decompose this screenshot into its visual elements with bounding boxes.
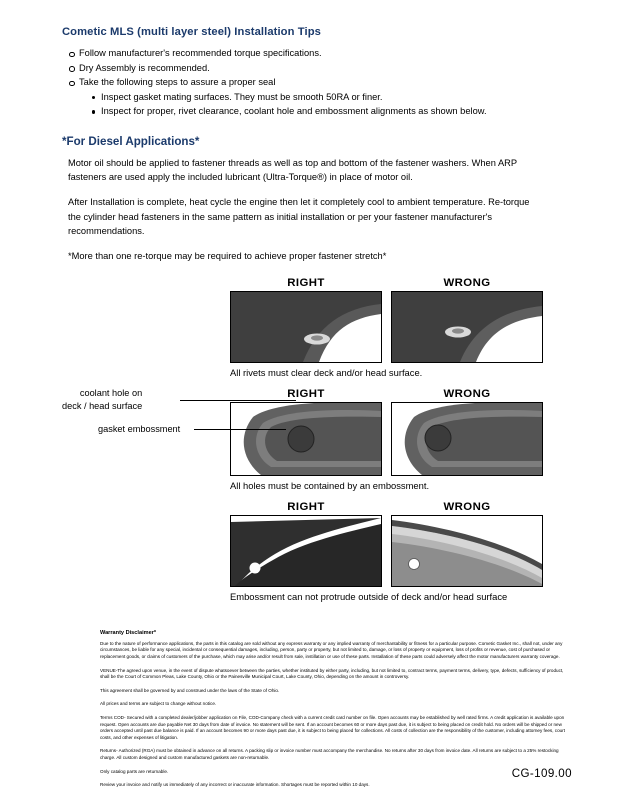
figure-image-right-rivets: [230, 291, 382, 363]
figure-label-right: RIGHT: [287, 277, 325, 290]
list-item: Inspect gasket mating surfaces. They must be smooth 50RA or finer.: [90, 90, 572, 105]
diesel-paragraph-1: Motor oil should be applied to fastener threads as well as top and bottom of the fastener washers. When ARP fasteners are used apply the included lubricant (Ultra-Torque®) in place of motor oil.: [68, 157, 517, 183]
protrusion-right-diagram: [231, 516, 381, 586]
rivet-wrong-diagram: [392, 292, 542, 362]
diesel-heading: *For Diesel Applications*: [62, 134, 200, 148]
figure-image-right-embossment: [230, 402, 382, 476]
figure-row-embossment: [230, 388, 572, 476]
callout-coolant-hole-line2: deck / head surface: [62, 400, 143, 411]
list-item: Take the following steps to assure a proper seal: [68, 75, 572, 90]
callout-gasket-embossment-label: gasket embossment: [98, 424, 181, 435]
warranty-paragraph: Returns- Authorized (RGA) must be obtained in advance on all returns. A packing slip or invoice number must accompany the merchandise. No returns after 30 days from invoice date. All returns are subject to a 25% restocking charge. All custom designed and custom manufactured gaskets are non-returnable.: [100, 748, 559, 760]
figure-image-wrong-rivets: [391, 291, 543, 363]
warranty-heading: Warranty Disclaimer*: [100, 629, 157, 636]
document-number: CG-109.00: [511, 767, 572, 780]
callout-leader-embossment: [194, 429, 286, 430]
page-title: Cometic MLS (multi layer steel) Installation Tips: [62, 26, 321, 38]
installation-sub-list: [90, 90, 572, 119]
warranty-paragraph: Only catalog parts are returnable.: [100, 768, 169, 774]
figure-image-right-protrusion: [230, 515, 382, 587]
figure-caption-rivets: All rivets must clear deck and/or head surface.: [230, 367, 423, 379]
list-item: Inspect for proper, rivet clearance, coolant hole and embossment alignments as shown below.: [90, 104, 572, 119]
figure-label-right: RIGHT: [287, 388, 325, 401]
embossment-wrong-diagram: [392, 403, 542, 475]
protrusion-wrong-diagram: [392, 516, 542, 586]
figure-right-embossment: [230, 388, 382, 476]
figures-section: [46, 277, 572, 604]
list-item: Follow manufacturer's recommended torque specifications.: [68, 46, 572, 61]
figure-label-wrong: WRONG: [443, 388, 491, 401]
diesel-paragraph-2: After Installation is complete, heat cycle the engine then let it completely cool to ambient temperature. Re-torque the cylinder head fasteners in the same pattern as initial installation or per your fastener manufacturer's recommendations.: [68, 197, 530, 236]
figure-row-protrusion: [230, 501, 572, 587]
figure-wrong-protrusion: [391, 501, 543, 587]
embossment-right-diagram: [231, 403, 381, 475]
figure-caption-embossment: All holes must be contained by an embossment.: [230, 480, 430, 492]
warranty-disclaimer: [100, 630, 566, 789]
warranty-paragraph: VENUE-The agreed upon venue, in the event of dispute whatsoever between the parties, whether instituted by either party, including, but not limited to, contract terms, payment terms, delivery, type, defects, sufficiency of product, shall be the Court of Common Pleas, Lake County, Ohio or the Painesville Municipal Court, Lake County, Ohio, depending on the amount in controversy.: [100, 667, 564, 680]
figure-wrong-rivets: [391, 277, 543, 363]
diesel-paragraph-3: *More than one re-torque may be required to achieve proper fastener stretch*: [68, 250, 387, 261]
warranty-paragraph: This agreement shall be governed by and construed under the laws of the State of Ohio.: [100, 687, 280, 693]
installation-tips-list: [68, 46, 572, 90]
callout-gasket-embossment: [98, 423, 180, 435]
callout-coolant-hole-line1: coolant hole on: [79, 388, 143, 399]
list-item: Dry Assembly is recommended.: [68, 61, 572, 76]
warranty-paragraph: Review your invoice and notify us immediately of any incorrect or inaccurate information. Shortages must be reported within 10 days.: [100, 782, 370, 788]
figure-row-rivets: [230, 277, 572, 363]
figure-label-right: RIGHT: [287, 501, 325, 514]
figure-image-wrong-protrusion: [391, 515, 543, 587]
warranty-paragraph: Terms COD- Secured with a completed dealer/jobber application on File, COD-Company check with a current credit card number on file. Open accounts may be established by well rated firms. A credit application is available upon request. Open accounts are due payable Net 30 days from date of invoice. No statement will be sent. If an account becomes 60 or more days past due, it is subject to being placed on credit hold. No orders will be shipped or new orders accepted until past due balance is paid. If an account becomes 90 or more days past due, it is subject to being placed for collections. All costs of collection are the responsibility of the customer, including attorney fees, court costs, and other expenses of litigation.: [100, 714, 565, 740]
figure-label-wrong: WRONG: [443, 501, 491, 514]
callout-leader-coolant: [180, 400, 296, 401]
figure-label-wrong: WRONG: [443, 277, 491, 290]
figure-caption-protrusion: Embossment can not protrude outside of deck and/or head surface: [230, 591, 508, 603]
figure-wrong-embossment: [391, 388, 543, 476]
callout-coolant-hole: [62, 387, 142, 412]
warranty-paragraph: All prices and terms are subject to change without notice.: [100, 701, 217, 707]
figure-image-wrong-embossment: [391, 402, 543, 476]
warranty-paragraph: Due to the nature of performance applications, the parts in this catalog are sold without any express warranty or any implied warranty of merchantability or fitness for a particular purpose. Cometic Gasket Inc., shall not, under any circumstances, be liable for any special, incidental or consequential damages, including, person, party or property, but not limited to, damage, or loss of property or equipment, loss of profits or revenue, cost of purchased or replacement goods, or claims of customers of the purchase, which may arise and/or result from sale, instillation or use of these parts. Installation of these parts could adversely affect the motor manufacturers warranty coverage.: [100, 640, 563, 659]
rivet-right-diagram: [231, 292, 381, 362]
figure-right-rivets: [230, 277, 382, 363]
figure-right-protrusion: [230, 501, 382, 587]
